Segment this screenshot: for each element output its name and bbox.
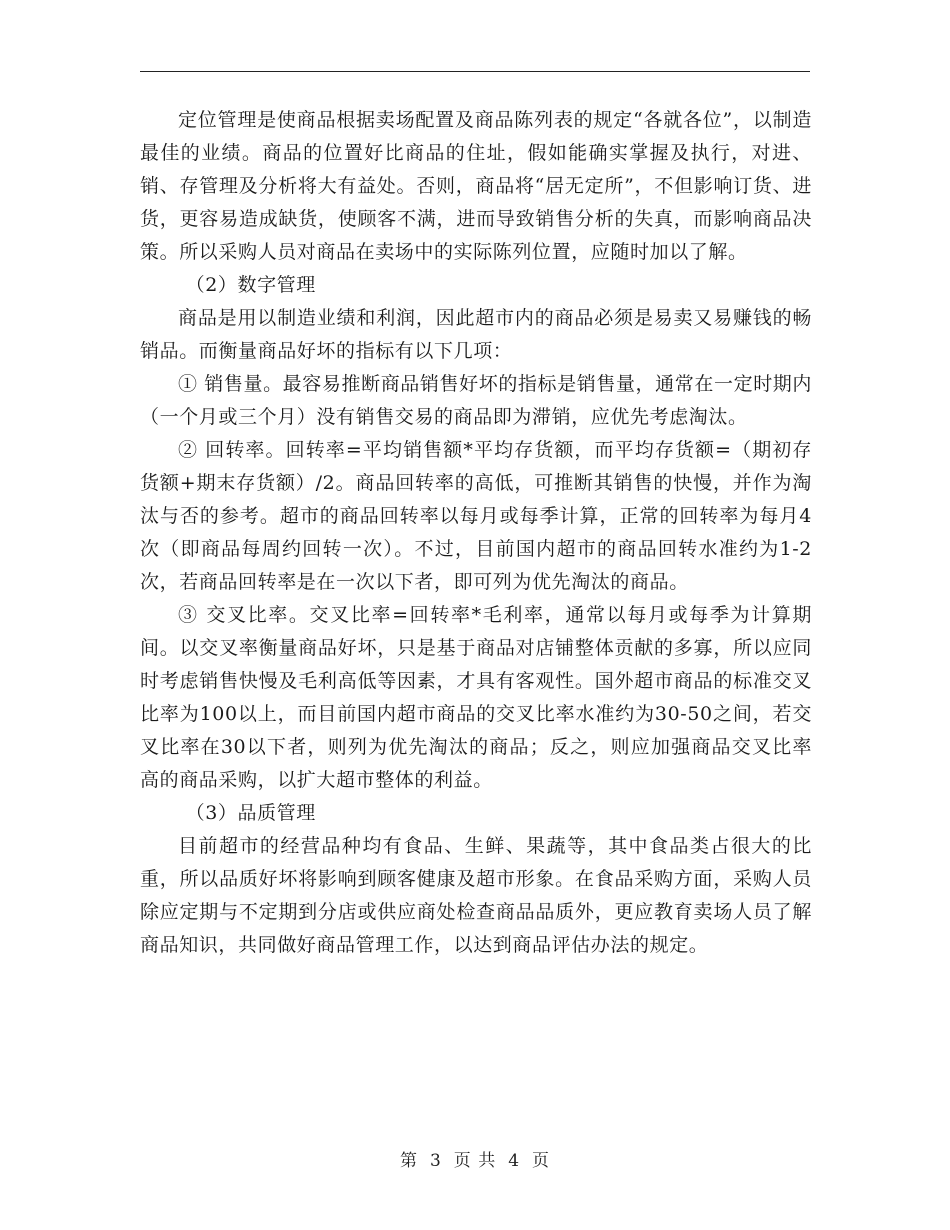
section-heading-number-management: （2）数字管理 <box>185 274 316 296</box>
footer-total-pages: 4 <box>508 1151 521 1171</box>
paragraph-sales-volume: ① 销售量。最容易推断商品销售好坏的指标是销售量，通常在一定时期内（一个月或三个月）没有销售交易的商品即为滞销，应优先考虑淘汰。 <box>140 373 812 428</box>
paragraph-number-management-intro: 商品是用以制造业绩和利润，因此超市内的商品必须是易卖又易赚钱的畅销品。而衡量商品好坏的指标有以下几项： <box>140 307 812 362</box>
page-footer <box>0 1146 950 1171</box>
footer-middle: 页 共 <box>453 1151 497 1171</box>
section-heading-quality-management: （3）品质管理 <box>185 802 316 824</box>
footer-current-page: 3 <box>429 1151 442 1171</box>
paragraph-location-management: 定位管理是使商品根据卖场配置及商品陈列表的规定“各就各位”，以制造最佳的业绩。商品的位置好比商品的住址，假如能确实掌握及执行，对进、销、存管理及分析将大有益处。否则，商品将“居无定所”，不但影响订货、进货，更容易造成缺货，使顾客不满，进而导致销售分析的失真，而影响商品决策。所以采购人员对商品在卖场中的实际陈列位置，应随时加以了解。 <box>140 109 812 263</box>
paragraph-cross-ratio: ③ 交叉比率。交叉比率=回转率*毛利率，通常以每月或每季为计算期间。以交叉率衡量商品好坏，只是基于商品对店铺整体贡献的多寡，所以应同时考虑销售快慢及毛利高低等因素，才具有客观性。国外超市商品的标准交叉比率为100以上，而目前国内超市商品的交叉比率水准约为30-50之间，若交叉比率在30以下者，则列为优先淘汰的商品；反之，则应加强商品交叉比率高的商品采购，以扩大超市整体的利益。 <box>140 604 812 791</box>
footer-prefix: 第 <box>399 1151 418 1171</box>
paragraph-quality-management: 目前超市的经营品种均有食品、生鲜、果蔬等，其中食品类占很大的比重，所以品质好坏将影响到顾客健康及超市形象。在食品采购方面，采购人员除应定期与不定期到分店或供应商处检查商品品质外，更应教育卖场人员了解商品知识，共同做好商品管理工作，以达到商品评估办法的规定。 <box>140 835 812 956</box>
paragraph-turnover-rate: ② 回转率。回转率=平均销售额*平均存货额，而平均存货额=（期初存货额+期末存货额）/2。商品回转率的高低，可推断其销售的快慢，并作为淘汰与否的参考。超市的商品回转率以每月或每季计算，正常的回转率为每月4次（即商品每周约回转一次）。不过，目前国内超市的商品回转水准约为1-2次，若商品回转率是在一次以下者，即可列为优先淘汰的商品。 <box>140 439 812 593</box>
header-rule <box>140 71 810 72</box>
document-body <box>140 104 812 962</box>
footer-suffix: 页 <box>532 1151 551 1171</box>
